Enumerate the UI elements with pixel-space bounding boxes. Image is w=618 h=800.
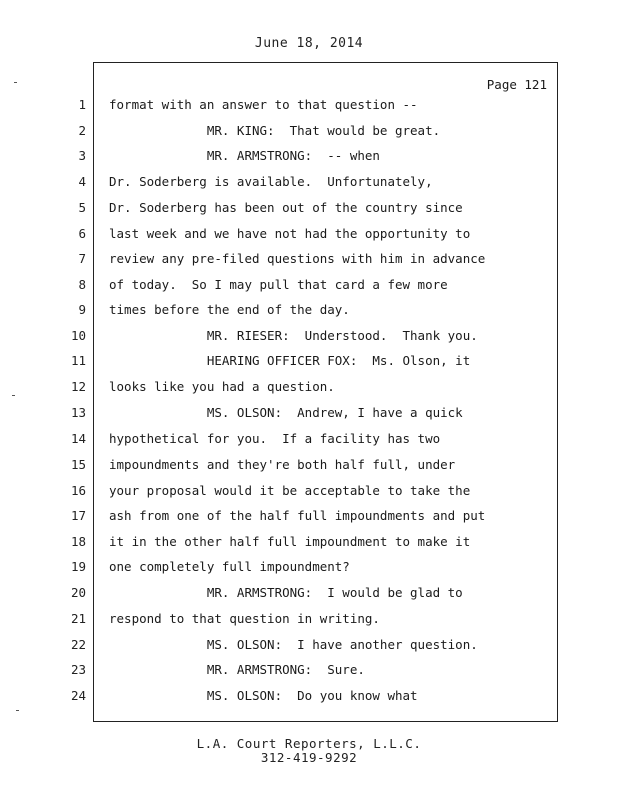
scan-speck <box>16 710 19 711</box>
line-text: hypothetical for you. If a facility has two <box>109 431 441 446</box>
line-text: it in the other half full impoundment to make it <box>109 534 471 549</box>
line-number: 3 <box>78 148 86 163</box>
line-number: 23 <box>70 662 86 677</box>
line-text: format with an answer to that question -- <box>109 97 418 112</box>
line-text: your proposal would it be acceptable to take the <box>109 483 471 498</box>
line-number: 21 <box>70 611 86 626</box>
line-number: 14 <box>70 431 86 446</box>
line-number: 15 <box>70 457 86 472</box>
line-text: Dr. Soderberg has been out of the country since <box>109 200 463 215</box>
line-text: MS. OLSON: Do you know what <box>109 688 418 703</box>
line-number: 18 <box>70 534 86 549</box>
line-text: MR. ARMSTRONG: I would be glad to <box>109 585 463 600</box>
line-text: last week and we have not had the opportunity to <box>109 226 471 241</box>
line-number: 17 <box>70 508 86 523</box>
line-number: 22 <box>70 637 86 652</box>
line-text: MR. ARMSTRONG: Sure. <box>109 662 365 677</box>
line-text: looks like you had a question. <box>109 379 335 394</box>
line-text: MR. KING: That would be great. <box>109 123 441 138</box>
line-text: impoundments and they're both half full, under <box>109 457 456 472</box>
line-text: respond to that question in writing. <box>109 611 380 626</box>
line-number: 5 <box>78 200 86 215</box>
line-text: MS. OLSON: I have another question. <box>109 637 478 652</box>
line-number: 12 <box>70 379 86 394</box>
scan-speck <box>14 82 17 83</box>
line-text: times before the end of the day. <box>109 302 350 317</box>
scan-speck <box>12 395 15 396</box>
line-text: MR. RIESER: Understood. Thank you. <box>109 328 478 343</box>
line-number: 6 <box>78 226 86 241</box>
line-number: 11 <box>70 353 86 368</box>
footer-company: L.A. Court Reporters, L.L.C. <box>196 736 422 751</box>
line-number: 2 <box>78 123 86 138</box>
line-text: of today. So I may pull that card a few more <box>109 277 448 292</box>
line-number: 1 <box>78 97 86 112</box>
line-text: MR. ARMSTRONG: -- when <box>109 148 380 163</box>
line-number: 7 <box>78 251 86 266</box>
line-number: 16 <box>70 483 86 498</box>
line-text: review any pre-filed questions with him in advance <box>109 251 486 266</box>
header-date: June 18, 2014 <box>254 36 364 51</box>
line-text: one completely full impoundment? <box>109 559 350 574</box>
line-number: 9 <box>78 302 86 317</box>
line-number: 13 <box>70 405 86 420</box>
page-number: Page 121 <box>486 77 547 92</box>
line-number: 4 <box>78 174 86 189</box>
line-number: 19 <box>70 559 86 574</box>
footer-phone: 312-419-9292 <box>260 750 358 765</box>
line-text: HEARING OFFICER FOX: Ms. Olson, it <box>109 353 471 368</box>
line-text: Dr. Soderberg is available. Unfortunately, <box>109 174 433 189</box>
line-text: MS. OLSON: Andrew, I have a quick <box>109 405 463 420</box>
line-number: 20 <box>70 585 86 600</box>
line-number: 10 <box>70 328 86 343</box>
line-text: ash from one of the half full impoundments and put <box>109 508 486 523</box>
line-number: 8 <box>78 277 86 292</box>
line-number: 24 <box>70 688 86 703</box>
